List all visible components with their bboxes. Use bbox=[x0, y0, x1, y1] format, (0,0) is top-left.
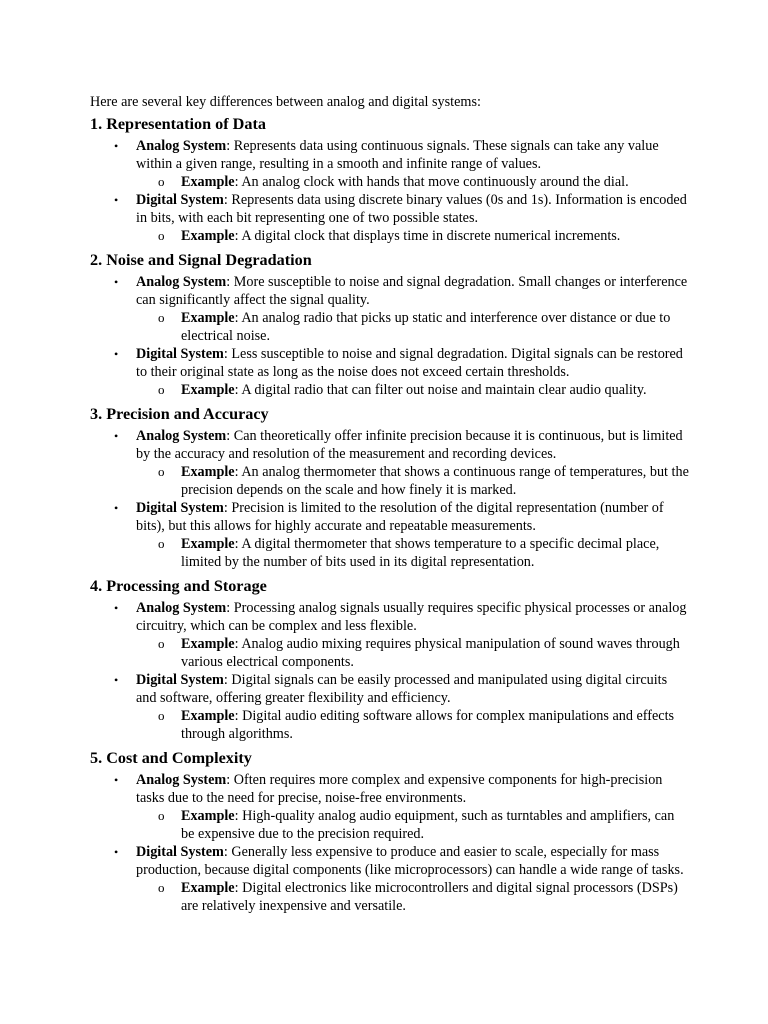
example-label: Example bbox=[181, 382, 235, 398]
example-item bbox=[90, 879, 690, 915]
list-item bbox=[90, 427, 690, 463]
document-page bbox=[90, 93, 690, 921]
example-text: : An analog clock with hands that move continuously around the dial. bbox=[234, 174, 629, 190]
circle-bullet-icon: o bbox=[158, 174, 165, 189]
item-label: Digital System bbox=[136, 500, 224, 516]
circle-bullet-icon: o bbox=[158, 880, 165, 895]
example-text: : Digital audio editing software allows for complex manipulations and effects through algorithms. bbox=[181, 708, 675, 742]
section-heading: 5. Cost and Complexity bbox=[90, 749, 252, 767]
section-heading: 3. Precision and Accuracy bbox=[90, 405, 269, 423]
bullet-icon: • bbox=[114, 601, 119, 615]
example-item bbox=[90, 381, 690, 399]
item-label: Digital System bbox=[136, 192, 224, 208]
example-label: Example bbox=[181, 174, 235, 190]
section-representation-of-data bbox=[90, 115, 690, 245]
item-label: Digital System bbox=[136, 672, 224, 688]
example-text: : An analog radio that picks up static and interference over distance or due to electrical noise. bbox=[181, 310, 671, 344]
item-label: Digital System bbox=[136, 346, 224, 362]
example-text: : High-quality analog audio equipment, such as turntables and amplifiers, can be expensive due to the precision required. bbox=[181, 808, 675, 842]
example-text: : Digital electronics like microcontrollers and digital signal processors (DSPs) are relatively inexpensive and versatile. bbox=[181, 880, 678, 914]
item-label: Analog System bbox=[136, 600, 227, 616]
bullet-icon: • bbox=[114, 193, 119, 207]
example-item bbox=[90, 309, 690, 345]
example-item bbox=[90, 707, 690, 743]
list-item bbox=[90, 499, 690, 535]
circle-bullet-icon: o bbox=[158, 464, 165, 479]
circle-bullet-icon: o bbox=[158, 382, 165, 397]
circle-bullet-icon: o bbox=[158, 536, 165, 551]
item-label: Digital System bbox=[136, 844, 224, 860]
section-heading: 4. Processing and Storage bbox=[90, 577, 267, 595]
item-text: : Precision is limited to the resolution of the digital representation (number of bits), but this allows for highly accurate and repeatable measurements. bbox=[136, 500, 664, 534]
example-item bbox=[90, 227, 690, 245]
section-cost-and-complexity bbox=[90, 749, 690, 915]
item-label: Analog System bbox=[136, 274, 227, 290]
list-item bbox=[90, 137, 690, 173]
bullet-icon: • bbox=[114, 501, 119, 515]
example-item bbox=[90, 463, 690, 499]
example-label: Example bbox=[181, 310, 235, 326]
intro-paragraph: Here are several key differences between analog and digital systems: bbox=[90, 94, 481, 110]
item-label: Analog System bbox=[136, 428, 227, 444]
circle-bullet-icon: o bbox=[158, 636, 165, 651]
circle-bullet-icon: o bbox=[158, 228, 165, 243]
bullet-icon: • bbox=[114, 139, 119, 153]
example-label: Example bbox=[181, 228, 235, 244]
example-text: : A digital radio that can filter out noise and maintain clear audio quality. bbox=[234, 382, 647, 398]
example-text: : An analog thermometer that shows a continuous range of temperatures, but the precision depends on the scale and how finely it is marked. bbox=[181, 464, 689, 498]
item-text: : Can theoretically offer infinite precision because it is continuous, but is limited by the accuracy and resolution of the measurement and recording devices. bbox=[136, 428, 683, 462]
list-item bbox=[90, 599, 690, 635]
bullet-icon: • bbox=[114, 429, 119, 443]
example-text: : Analog audio mixing requires physical manipulation of sound waves through various electrical components. bbox=[181, 636, 680, 670]
example-label: Example bbox=[181, 880, 235, 896]
list-item bbox=[90, 771, 690, 807]
item-text: : Digital signals can be easily processed and manipulated using digital circuits and software, offering greater flexibility and efficiency. bbox=[136, 672, 668, 706]
circle-bullet-icon: o bbox=[158, 708, 165, 723]
section-heading: 1. Representation of Data bbox=[90, 115, 266, 133]
bullet-icon: • bbox=[114, 275, 119, 289]
example-item bbox=[90, 807, 690, 843]
example-label: Example bbox=[181, 808, 235, 824]
example-item bbox=[90, 635, 690, 671]
item-text: : Processing analog signals usually requires specific physical processes or analog circuitry, which can be complex and less flexible. bbox=[136, 600, 687, 634]
list-item bbox=[90, 273, 690, 309]
list-item bbox=[90, 843, 690, 879]
section-processing-and-storage bbox=[90, 577, 690, 743]
example-label: Example bbox=[181, 536, 235, 552]
item-text: : Generally less expensive to produce and easier to scale, especially for mass production, because digital components (like microprocessors) can handle a wide range of tasks. bbox=[136, 844, 684, 878]
circle-bullet-icon: o bbox=[158, 310, 165, 325]
example-text: : A digital clock that displays time in discrete numerical increments. bbox=[234, 228, 621, 244]
example-label: Example bbox=[181, 708, 235, 724]
list-item bbox=[90, 345, 690, 381]
section-heading: 2. Noise and Signal Degradation bbox=[90, 251, 312, 269]
section-noise-and-signal-degradation bbox=[90, 251, 690, 399]
item-text: : Less susceptible to noise and signal degradation. Digital signals can be restored to their original state as long as the noise does not exceed certain thresholds. bbox=[136, 346, 683, 380]
bullet-icon: • bbox=[114, 845, 119, 859]
example-item bbox=[90, 535, 690, 571]
item-text: : More susceptible to noise and signal degradation. Small changes or interference can significantly affect the signal quality. bbox=[136, 274, 688, 308]
section-precision-and-accuracy bbox=[90, 405, 690, 571]
bullet-icon: • bbox=[114, 673, 119, 687]
bullet-icon: • bbox=[114, 773, 119, 787]
circle-bullet-icon: o bbox=[158, 808, 165, 823]
example-label: Example bbox=[181, 636, 235, 652]
example-label: Example bbox=[181, 464, 235, 480]
item-text: : Often requires more complex and expensive components for high-precision tasks due to the need for precise, noise-free environments. bbox=[136, 772, 663, 806]
bullet-icon: • bbox=[114, 347, 119, 361]
item-label: Analog System bbox=[136, 138, 227, 154]
example-text: : A digital thermometer that shows temperature to a specific decimal place, limited by the number of bits used in its digital representation. bbox=[181, 536, 660, 570]
list-item bbox=[90, 671, 690, 707]
example-item bbox=[90, 173, 690, 191]
item-text: : Represents data using discrete binary values (0s and 1s). Information is encoded in bits, with each bit representing one of two possible states. bbox=[136, 192, 687, 226]
item-label: Analog System bbox=[136, 772, 227, 788]
list-item bbox=[90, 191, 690, 227]
item-text: : Represents data using continuous signals. These signals can take any value within a given range, resulting in a smooth and infinite range of values. bbox=[136, 138, 659, 172]
